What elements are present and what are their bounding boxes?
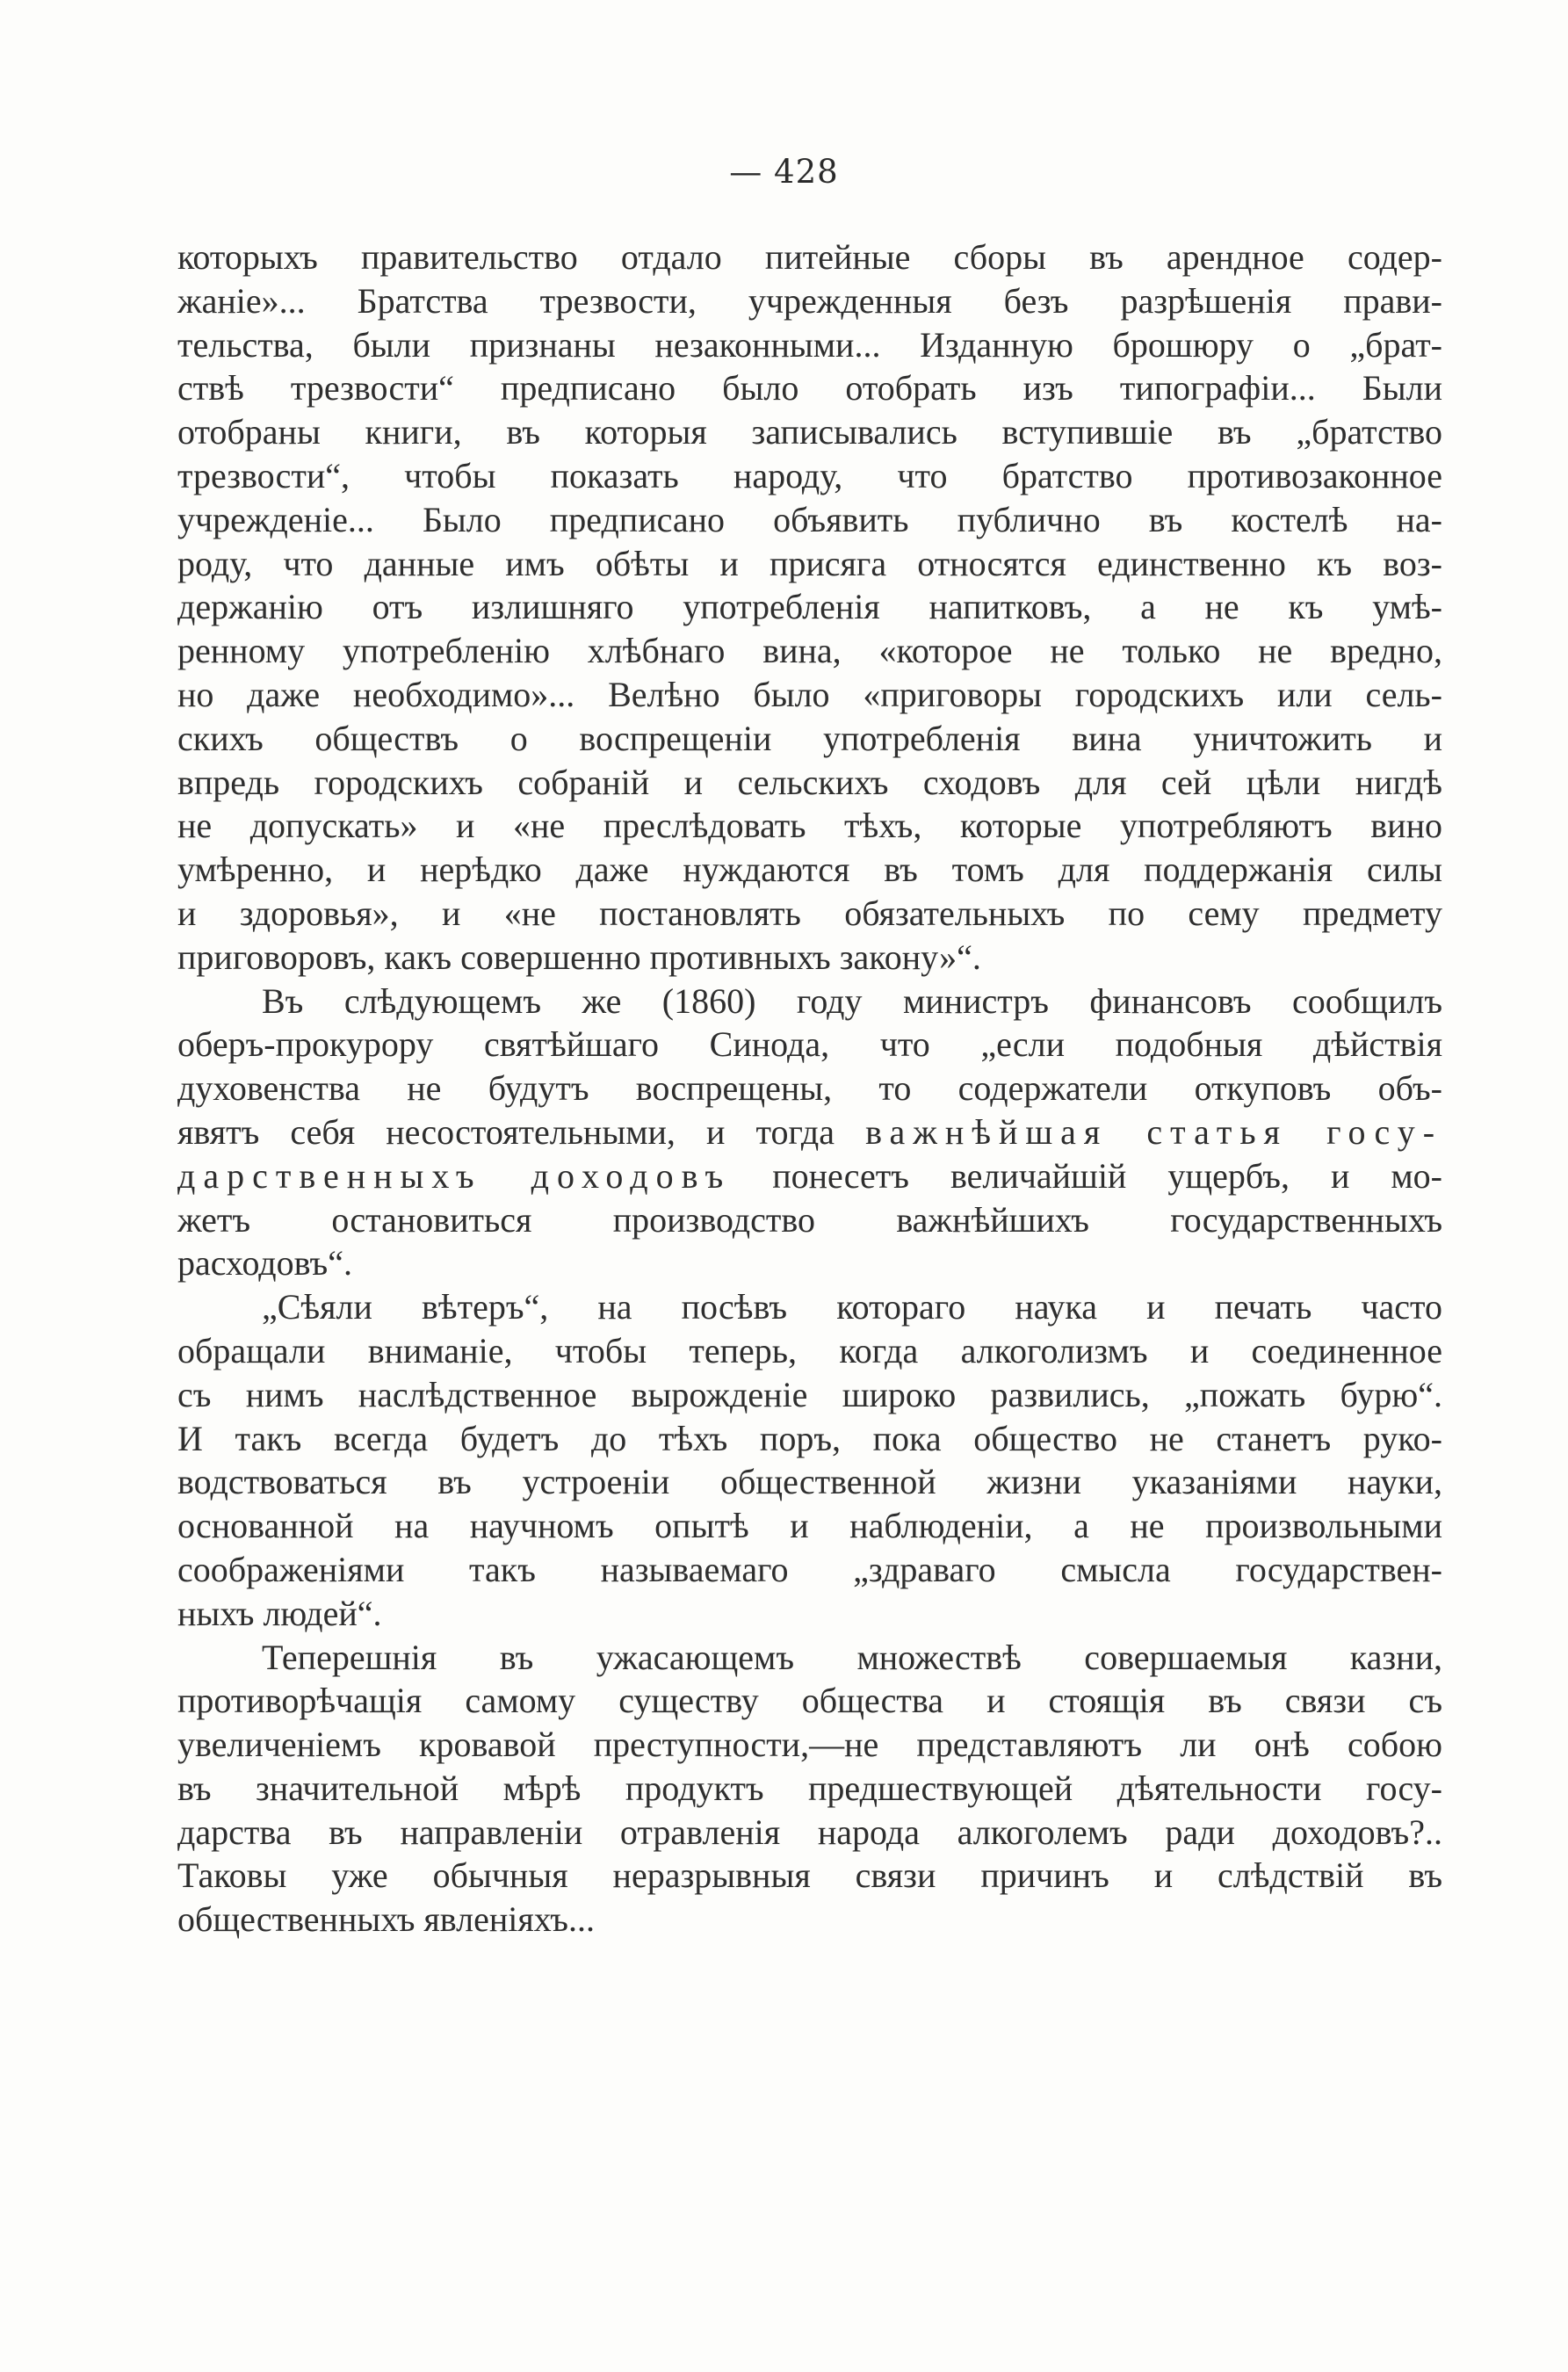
paragraph-1 xyxy=(177,235,1442,980)
text-line-mixed xyxy=(177,1110,1442,1154)
body-text xyxy=(177,235,1442,1942)
text-line: роду, что данные имъ обѣты и присяга относятся единственно къ воз- xyxy=(177,543,1442,583)
paragraph-2 xyxy=(177,980,1442,1286)
text-line: расходовъ“. xyxy=(177,1243,352,1284)
text-line: противорѣчащія самому существу общества и стоящія въ связи съ xyxy=(177,1681,1442,1721)
text-line: ствѣ трезвости“ предписано было отобрать изъ типографіи... Были xyxy=(177,368,1442,409)
text-line: духовенства не будутъ воспрещены, то содержатели откуповъ объ- xyxy=(177,1068,1442,1109)
text-line: приговоровъ, какъ совершенно противныхъ закону»“. xyxy=(177,937,981,977)
text-line: обращали вниманіе, чтобы теперь, когда алкоголизмъ и соединенное xyxy=(177,1330,1442,1370)
text-line: тельства, были признаны незаконными... Изданную брошюру о „брат- xyxy=(177,324,1442,365)
text-line: жаніе»... Братства трезвости, учрежденныя безъ разрѣшенія прави- xyxy=(177,280,1442,321)
text-line: увеличеніемъ кровавой преступности,—не представляютъ ли онѣ собою xyxy=(177,1725,1442,1765)
text-line: ныхъ людей“. xyxy=(177,1593,382,1633)
text-line: но даже необходимо»... Велѣно было «приговоры городскихъ или сель- xyxy=(177,674,1442,714)
text-line: основанной на научномъ опытѣ и наблюденіи, а не произвольными xyxy=(177,1506,1442,1546)
paragraph-3 xyxy=(177,1285,1442,1635)
emphasized-text: дарственныхъ доходовъ xyxy=(177,1155,732,1196)
text-line: жетъ остановиться производство важнѣйшихъ государственныхъ xyxy=(177,1199,1442,1240)
text-line: и здоровья», и «не постановлять обязательныхъ по сему предмету xyxy=(177,893,1442,933)
text-segment: явятъ себя несостоятельными, и тогда xyxy=(177,1111,835,1152)
text-line: „Сѣяли вѣтеръ“, на посѣвъ котораго наука и печать часто xyxy=(262,1287,1442,1327)
text-line: водствоваться въ устроеніи общественной жизни указаніями науки, xyxy=(177,1462,1442,1502)
text-line: трезвости“, чтобы показать народу, что братство противозаконное xyxy=(177,455,1442,495)
text-line: Таковы уже обычныя неразрывныя связи причинъ и слѣдствій въ xyxy=(177,1855,1442,1896)
text-line: скихъ обществъ о воспрещеніи употребленія вина уничтожить и xyxy=(177,718,1442,758)
text-line: оберъ-прокурору святѣйшаго Синода, что „если подобныя дѣйствія xyxy=(177,1024,1442,1065)
text-line: дарства въ направленіи отравленія народа алкоголемъ ради доходовъ?.. xyxy=(177,1812,1442,1852)
text-line: съ нимъ наслѣдственное вырожденіе широко развились, „пожать бурю“. xyxy=(177,1374,1442,1414)
text-line: Въ слѣдующемъ же (1860) году министръ финансовъ сообщилъ xyxy=(262,980,1442,1021)
text-line-mixed xyxy=(177,1154,1442,1198)
text-line: соображеніями такъ называемаго „здраваго смысла государствен- xyxy=(177,1549,1442,1589)
text-segment: понесетъ величайшій ущербъ, и мо- xyxy=(772,1155,1443,1196)
paragraph-4 xyxy=(177,1636,1442,1942)
text-line: И такъ всегда будетъ до тѣхъ поръ, пока общество не станетъ руко- xyxy=(177,1418,1442,1458)
text-line: Теперешнія въ ужасающемъ множествѣ совершаемыя казни, xyxy=(262,1637,1442,1677)
text-line: впредь городскихъ собраній и сельскихъ сходовъ для сей цѣли нигдѣ xyxy=(177,762,1442,802)
text-line: ренному употребленію хлѣбнаго вина, «которое не только не вредно, xyxy=(177,631,1442,671)
text-line: въ значительной мѣрѣ продуктъ предшествующей дѣятельности госу- xyxy=(177,1768,1442,1808)
page-number: — 428 xyxy=(729,153,839,191)
text-line: которыхъ правительство отдало питейные сборы въ арендное содер- xyxy=(177,237,1442,277)
emphasized-text: важнѣйшая статья госу- xyxy=(865,1111,1443,1152)
text-line: держанію отъ излишняго употребленія напитковъ, а не къ умѣ- xyxy=(177,587,1442,627)
text-line: не допускать» и «не преслѣдовать тѣхъ, которые употребляютъ вино xyxy=(177,806,1442,846)
text-line: отобраны книги, въ которыя записывались вступившіе въ „братство xyxy=(177,412,1442,452)
text-line: общественныхъ явленіяхъ... xyxy=(177,1899,595,1940)
text-line: учрежденіе... Было предписано объявить публично въ костелѣ на- xyxy=(177,499,1442,539)
text-line: умѣренно, и нерѣдко даже нуждаются въ томъ для поддержанія силы xyxy=(177,850,1442,890)
